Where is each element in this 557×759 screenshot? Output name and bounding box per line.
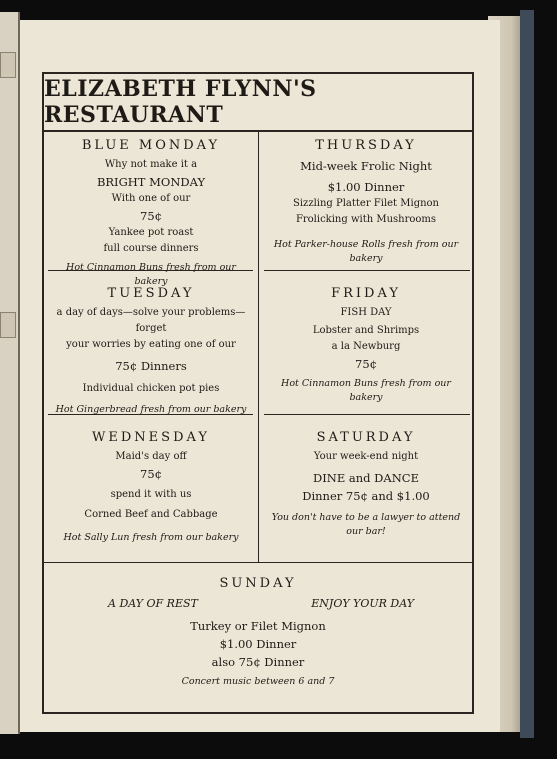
wednesday-heading: WEDNESDAY	[92, 430, 210, 445]
friday-section	[260, 286, 472, 405]
title-box	[44, 74, 472, 132]
thursday-line: $1.00 Dinner	[327, 180, 405, 194]
wednesday-section	[44, 430, 258, 545]
sunday-heading: SUNDAY	[219, 576, 297, 591]
sunday-right-slogan: ENJOY YOUR DAY	[311, 597, 414, 610]
row-divider	[264, 414, 470, 415]
wednesday-price: 75¢	[140, 467, 162, 481]
monday-line: Why not make it a	[104, 159, 198, 170]
thursday-line: Mid-week Frolic Night	[300, 159, 432, 173]
monday-note: Hot Cinnamon Buns fresh from our bakery	[66, 262, 236, 287]
column-divider	[258, 130, 259, 562]
friday-price: 75¢	[355, 357, 377, 371]
left-page-edge	[0, 12, 20, 734]
wednesday-line: spend it with us	[110, 489, 192, 500]
book-spine	[520, 10, 534, 738]
monday-price: 75¢	[140, 209, 162, 223]
saturday-section	[260, 430, 472, 539]
monday-line: full course dinners	[103, 243, 199, 254]
friday-heading: FRIDAY	[331, 286, 401, 301]
thursday-heading: THURSDAY	[315, 138, 417, 153]
friday-line: a la Newburg	[331, 341, 401, 352]
saturday-note: You don't have to be a lawyer to attend our bar!	[271, 512, 461, 537]
thursday-note: Hot Parker-house Rolls fresh from our bakery	[273, 239, 459, 264]
monday-section	[44, 138, 258, 289]
tuesday-heading: TUESDAY	[107, 286, 195, 301]
row-divider	[44, 562, 472, 563]
restaurant-title: ELIZABETH FLYNN'S RESTAURANT	[44, 76, 317, 128]
wednesday-note: Hot Sally Lun fresh from our bakery	[63, 532, 239, 543]
tuesday-note: Hot Gingerbread fresh from our bakery	[55, 404, 247, 415]
saturday-line: DINE and DANCE	[313, 471, 419, 485]
menu-page	[20, 20, 500, 732]
tuesday-line: Individual chicken pot pies	[82, 383, 220, 394]
tuesday-line: a day of days—solve your problems—forget	[56, 307, 246, 334]
sunday-note: Concert music between 6 and 7	[181, 676, 335, 687]
sunday-left-slogan: A DAY OF REST	[108, 597, 198, 610]
sunday-line: $1.00 Dinner	[219, 637, 297, 651]
saturday-heading: SATURDAY	[316, 430, 416, 445]
saturday-line: Your week-end night	[313, 451, 419, 462]
thursday-line: Frolicking with Mushrooms	[295, 214, 437, 225]
thursday-line: Sizzling Platter Filet Mignon	[293, 198, 439, 209]
page-tab	[0, 52, 16, 78]
tuesday-line: your worries by eating one of our	[66, 339, 236, 350]
page-tab	[0, 312, 16, 338]
monday-line: BRIGHT MONDAY	[96, 175, 206, 189]
monday-heading: BLUE MONDAY	[81, 138, 221, 153]
monday-line: With one of our	[111, 193, 191, 204]
wednesday-line: Maid's day off	[115, 451, 187, 462]
friday-line: FISH DAY	[340, 307, 392, 318]
friday-line: Lobster and Shrimps	[312, 325, 420, 336]
monday-line: Yankee pot roast	[108, 227, 194, 238]
thursday-section	[260, 138, 472, 266]
tuesday-section	[44, 286, 258, 417]
menu-frame	[42, 72, 474, 714]
wednesday-line: Corned Beef and Cabbage	[84, 509, 218, 520]
sunday-line: Turkey or Filet Mignon	[190, 619, 326, 633]
tuesday-line: 75¢ Dinners	[115, 359, 187, 373]
saturday-line: Dinner 75¢ and $1.00	[302, 489, 430, 503]
row-divider	[264, 270, 470, 271]
sunday-section	[44, 576, 472, 689]
sunday-line: also 75¢ Dinner	[211, 655, 305, 669]
friday-note: Hot Cinnamon Buns fresh from our bakery	[281, 378, 451, 403]
